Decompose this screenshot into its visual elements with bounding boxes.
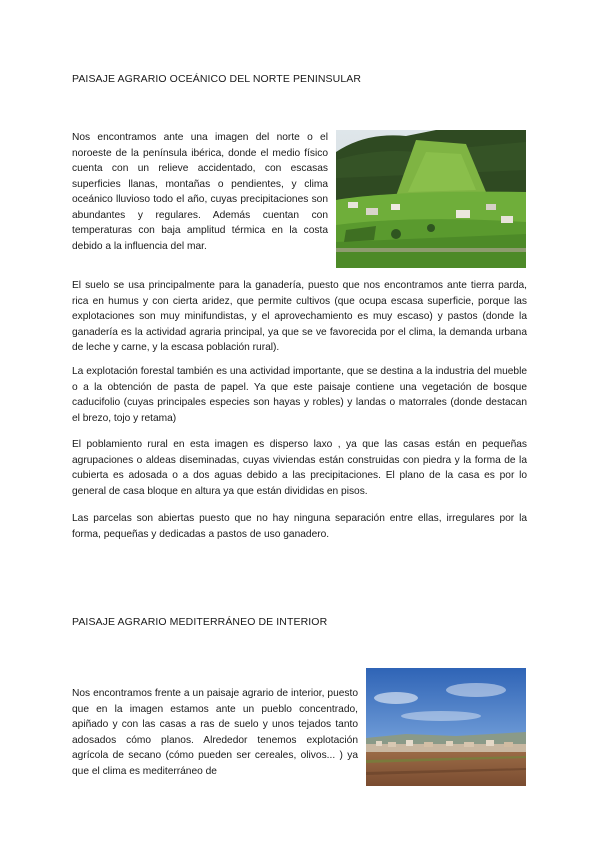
paragraph-oceanic-intro: Nos encontramos ante una imagen del norte o el noroeste de la península ibérica, donde el medio físico cuenta con un relieve accidentado, con escasas superficies llanas, montañas o pendientes, y clima oceánico lluvioso todo el año, cuyas precipitaciones son abundantes y regulares. Además cuentan con temperaturas con baja amplitud térmica en la costa debido a la influencia del mar. — [72, 132, 328, 252]
mediterranean-landscape-photo — [366, 668, 526, 786]
paragraph-oceanic-settlement: El poblamiento rural en esta imagen es disperso laxo , ya que las casas están en pequeñas agrupaciones o aldeas diseminadas, cuyas viviendas están construidas con piedra y la forma de la cubierta es adosada o a dos aguas debido a las precipitaciones. El plano de la casa es por lo general de casa bloque en altura ya que están divididas en pisos. — [72, 439, 527, 497]
oceanic-landscape-photo — [336, 130, 526, 268]
paragraph-oceanic-land-use: El suelo se usa principalmente para la ganadería, puesto que nos encontramos ante tierra parda, rica en humus y con cierta aridez, que permite cultivos (que ocupa escasa superficie, porque las explotaciones son muy minifundistas, y el aprovechamiento es muy escaso) y pastos (donde la ganadería es la actividad agraria principal, ya que se ve favorecida por el clima, la demanda urbana de leche y carne, y la escasa población rural). — [72, 280, 527, 353]
paragraph-mediterranean-intro: Nos encontramos frente a un paisaje agrario de interior, puesto que en la imagen estamos ante un pueblo concentrado, apiñado y con las casas a ras de suelo y unos tejados tanto adosados cómo planos. Alrededor tenemos explotación agrícola de secano (cómo pueden ser cereales, olivos... ) ya que el clima es mediterráneo de — [72, 688, 358, 777]
paragraph-oceanic-parcels: Las parcelas son abiertas puesto que no hay ninguna separación entre ellas, irregulares por la forma, pequeñas y dedicadas a pastos de uso ganadero. — [72, 513, 527, 540]
section-title-mediterranean: PAISAJE AGRARIO MEDITERRÁNEO DE INTERIOR — [72, 616, 328, 628]
paragraph-oceanic-forestry: La explotación forestal también es una actividad importante, que se destina a la industria del mueble o a la obtención de pasta de papel. Ya que este paisaje contiene una vegetación de bosque caducifolio (cuyas principales especies son hayas y robles) y landas o matorrales (donde destacan el brezo, tojo y retama) — [72, 366, 527, 424]
section-title-oceanic: PAISAJE AGRARIO OCEÁNICO DEL NORTE PENINSULAR — [72, 73, 362, 85]
